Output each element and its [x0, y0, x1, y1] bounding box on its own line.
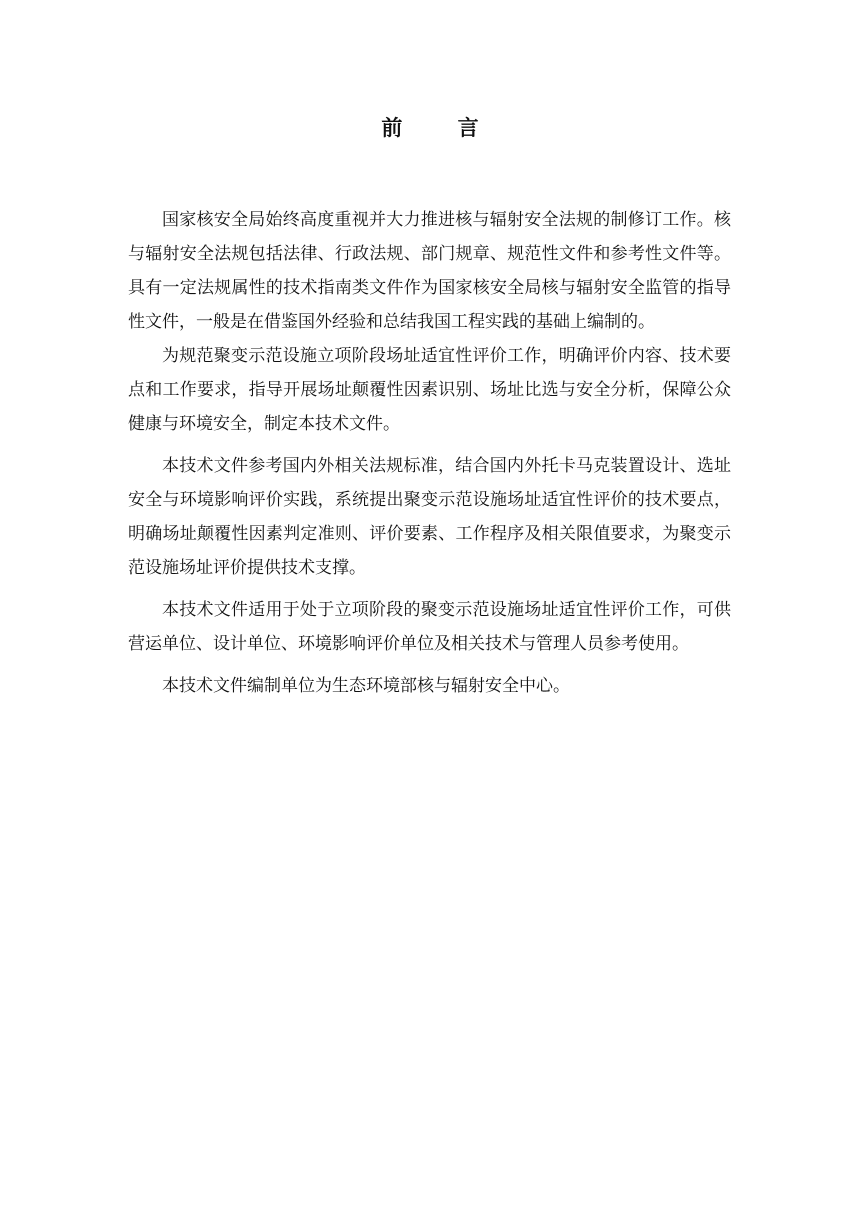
page-title: 前 言 — [381, 116, 503, 140]
paragraph-1: 国家核安全局始终高度重视并大力推进核与辐射安全法规的制修订工作。核与辐射安全法规包括法律、行政法规、部门规章、规范性文件和参考性文件等。具有一定法规属性的技术指南类文件作为国家核安全局核与辐射安全监管的指导性文件，一般是在借鉴国外经验和总结我国工程实践的基础上编制的。 — [128, 210, 731, 332]
document-body — [128, 203, 731, 703]
paragraph-4: 本技术文件适用于处于立项阶段的聚变示范设施场址适宜性评价工作，可供营运单位、设计单位、环境影响评价单位及相关技术与管理人员参考使用。 — [128, 600, 731, 654]
paragraph-3: 本技术文件参考国内外相关法规标准，结合国内外托卡马克装置设计、选址安全与环境影响评价实践，系统提出聚变示范设施场址适宜性评价的技术要点，明确场址颠覆性因素判定准则、评价要素、工作程序及相关限值要求，为聚变示范设施场址评价提供技术支撑。 — [128, 456, 731, 578]
paragraph-5: 本技术文件编制单位为生态环境部核与辐射安全中心。 — [162, 676, 570, 696]
paragraph-2: 为规范聚变示范设施立项阶段场址适宜性评价工作，明确评价内容、技术要点和工作要求，指导开展场址颠覆性因素识别、场址比选与安全分析，保障公众健康与环境安全，制定本技术文件。 — [128, 346, 731, 434]
